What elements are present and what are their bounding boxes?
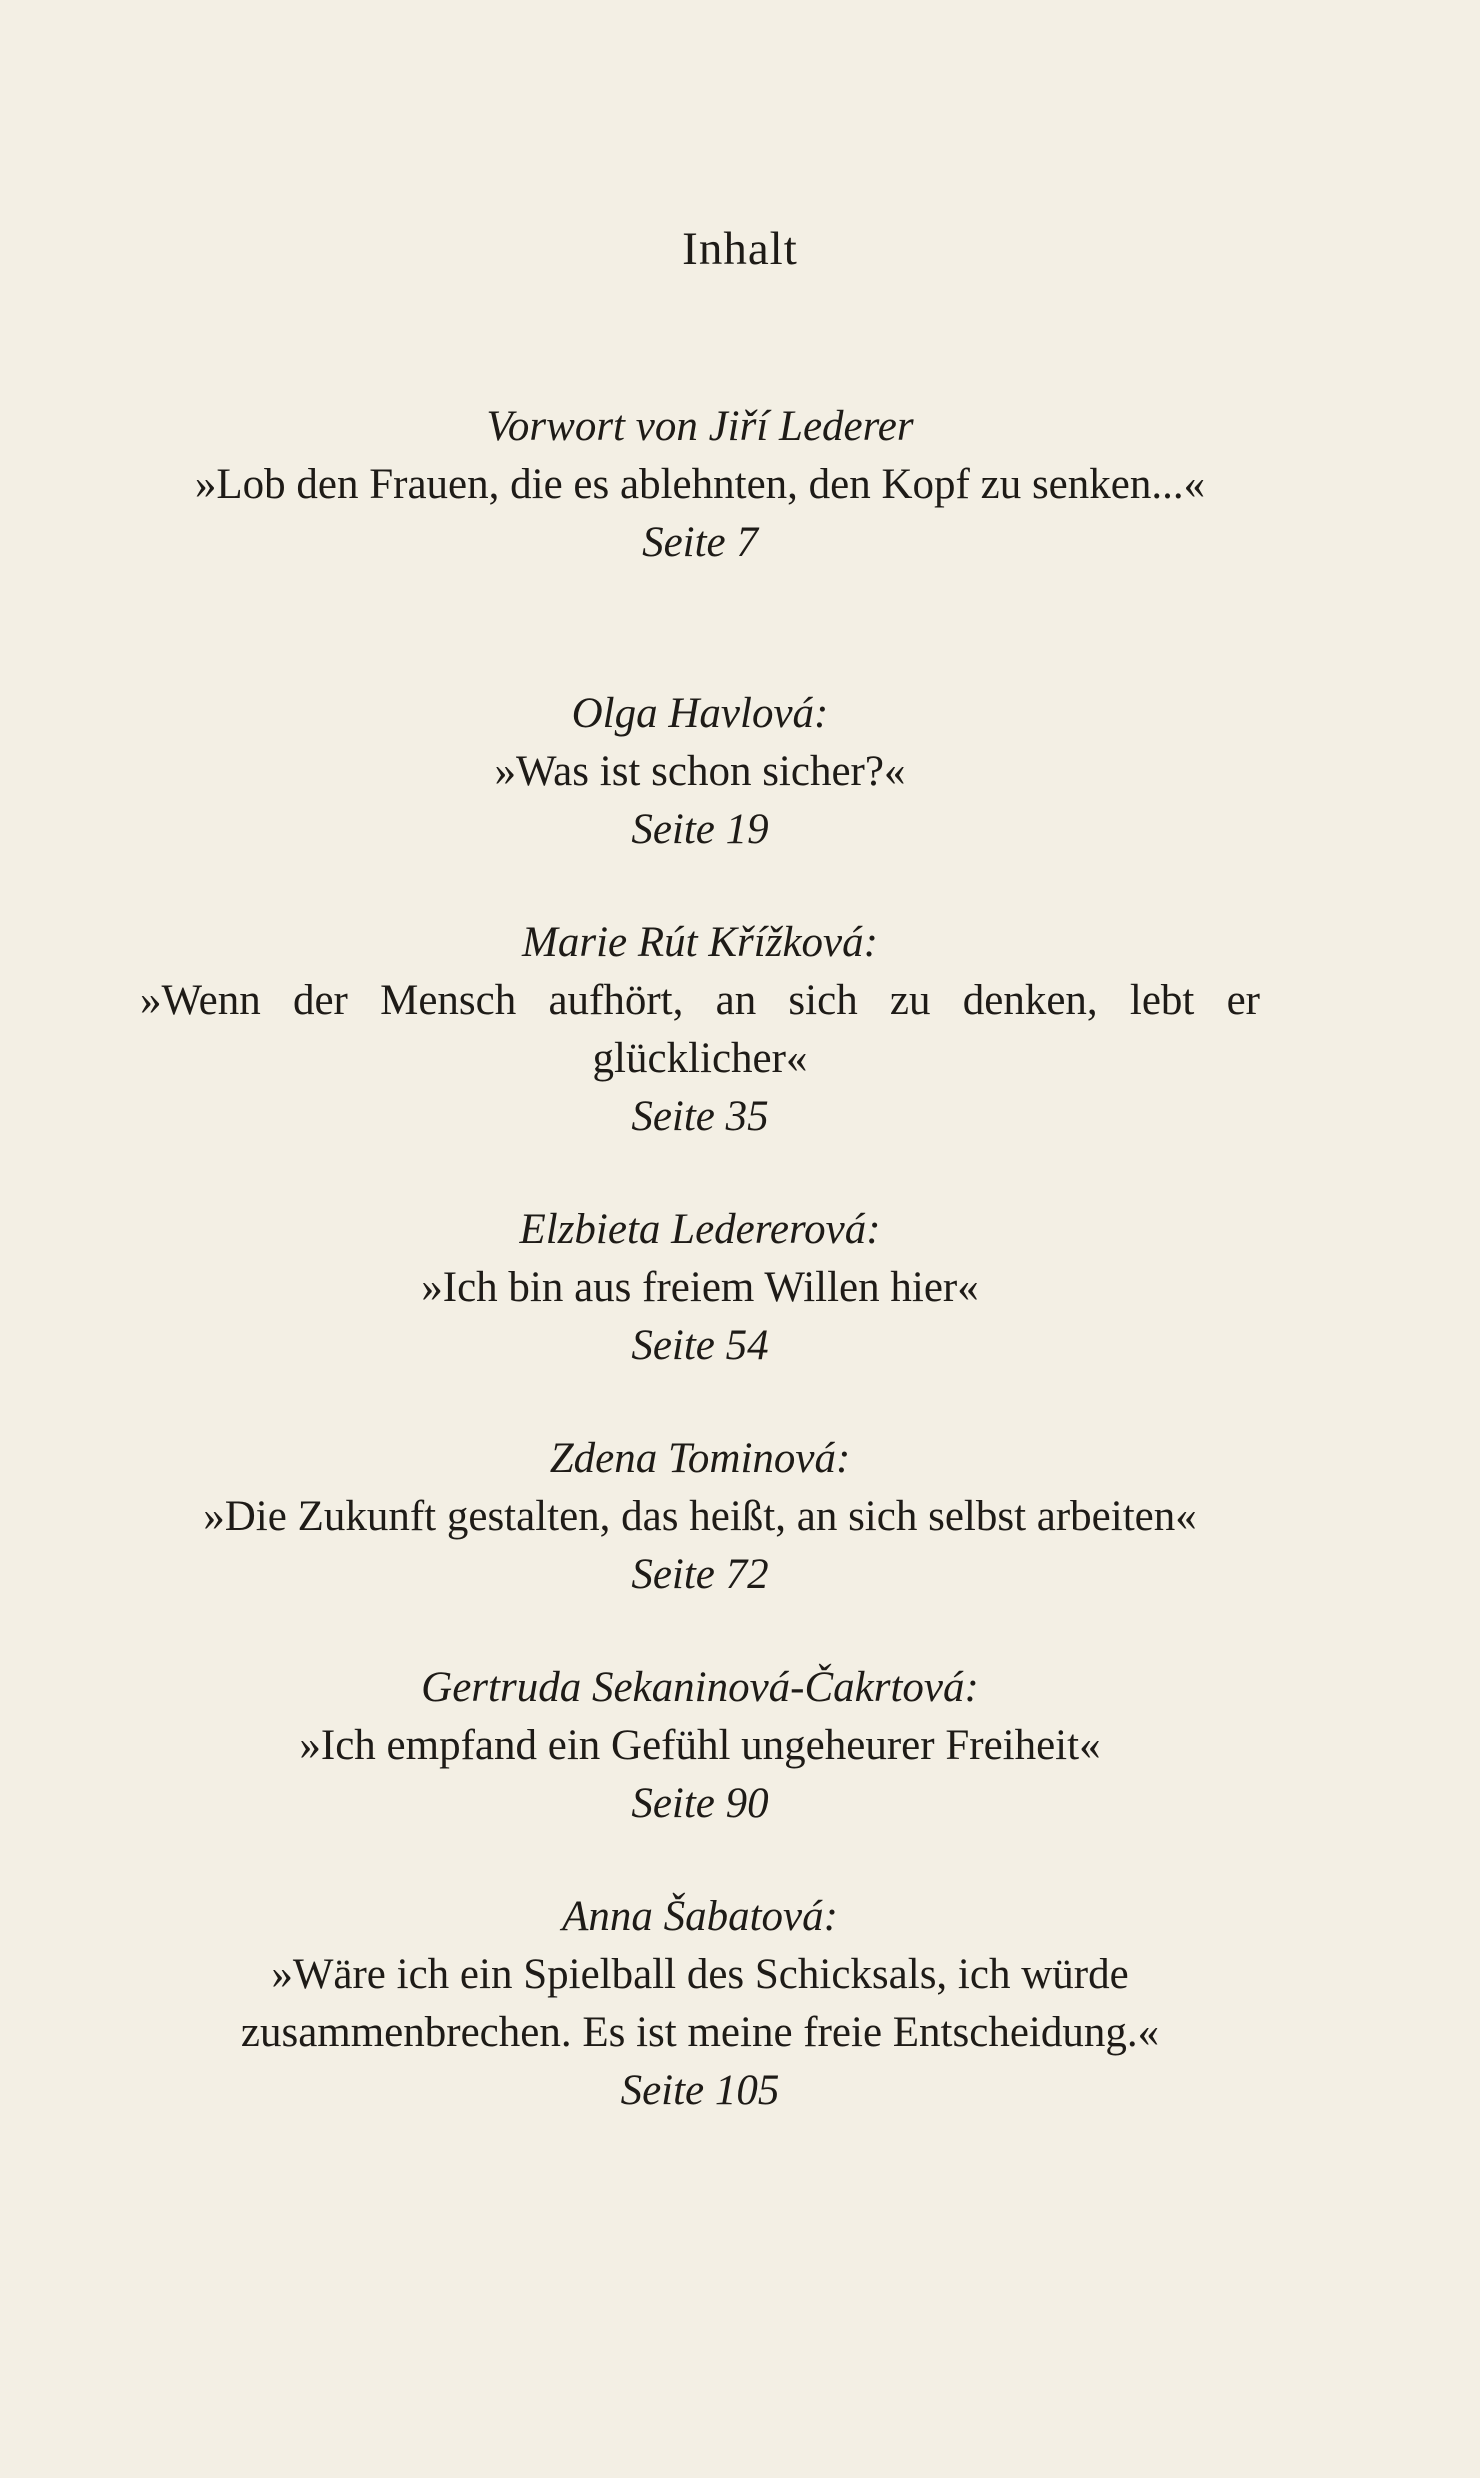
entry-author: Marie Rút Křížková: bbox=[522, 919, 878, 966]
entry-page-number: Seite 7 bbox=[642, 519, 758, 566]
entry-page-number: Seite 19 bbox=[631, 806, 769, 853]
table-of-contents bbox=[140, 398, 1260, 2120]
entry-page-number: Seite 35 bbox=[631, 1093, 769, 1140]
toc-entry bbox=[140, 1201, 1260, 1375]
entry-author: Olga Havlová: bbox=[571, 690, 829, 737]
entry-page-number: Seite 90 bbox=[631, 1780, 769, 1827]
entry-title: »Wäre ich ein Spielball des Schicksals, ich würde zusammenbrechen. Es ist meine freie Entscheidung.« bbox=[240, 1951, 1160, 2056]
entry-title: »Wenn der Mensch aufhört, an sich zu denken, lebt er glücklicher« bbox=[140, 977, 1260, 1082]
contents-heading: Inhalt bbox=[682, 223, 798, 275]
toc-entry bbox=[140, 1430, 1260, 1604]
toc-entry bbox=[140, 1659, 1260, 1833]
entry-author: Anna Šabatová: bbox=[562, 1893, 838, 1940]
entry-author: Zdena Tominová: bbox=[549, 1435, 851, 1482]
entry-page-number: Seite 105 bbox=[620, 2067, 780, 2114]
entry-page-number: Seite 72 bbox=[631, 1551, 769, 1598]
entry-page-number: Seite 54 bbox=[631, 1322, 769, 1369]
entry-author: Vorwort von Jiří Lederer bbox=[486, 403, 914, 450]
entry-title: »Ich empfand ein Gefühl ungeheurer Freiheit« bbox=[299, 1722, 1101, 1769]
entry-author: Gertruda Sekaninová-Čakrtová: bbox=[421, 1664, 979, 1711]
toc-entry bbox=[140, 914, 1260, 1146]
entry-title: »Die Zukunft gestalten, das heißt, an sich selbst arbeiten« bbox=[203, 1493, 1197, 1540]
entry-author: Elzbieta Ledererová: bbox=[519, 1206, 881, 1253]
entry-title: »Ich bin aus freiem Willen hier« bbox=[421, 1264, 979, 1311]
entry-title: »Was ist schon sicher?« bbox=[494, 748, 906, 795]
toc-entry bbox=[140, 1888, 1260, 2120]
entry-title: »Lob den Frauen, die es ablehnten, den Kopf zu senken...« bbox=[194, 461, 1206, 508]
toc-entry bbox=[140, 685, 1260, 859]
toc-entry bbox=[140, 398, 1260, 572]
